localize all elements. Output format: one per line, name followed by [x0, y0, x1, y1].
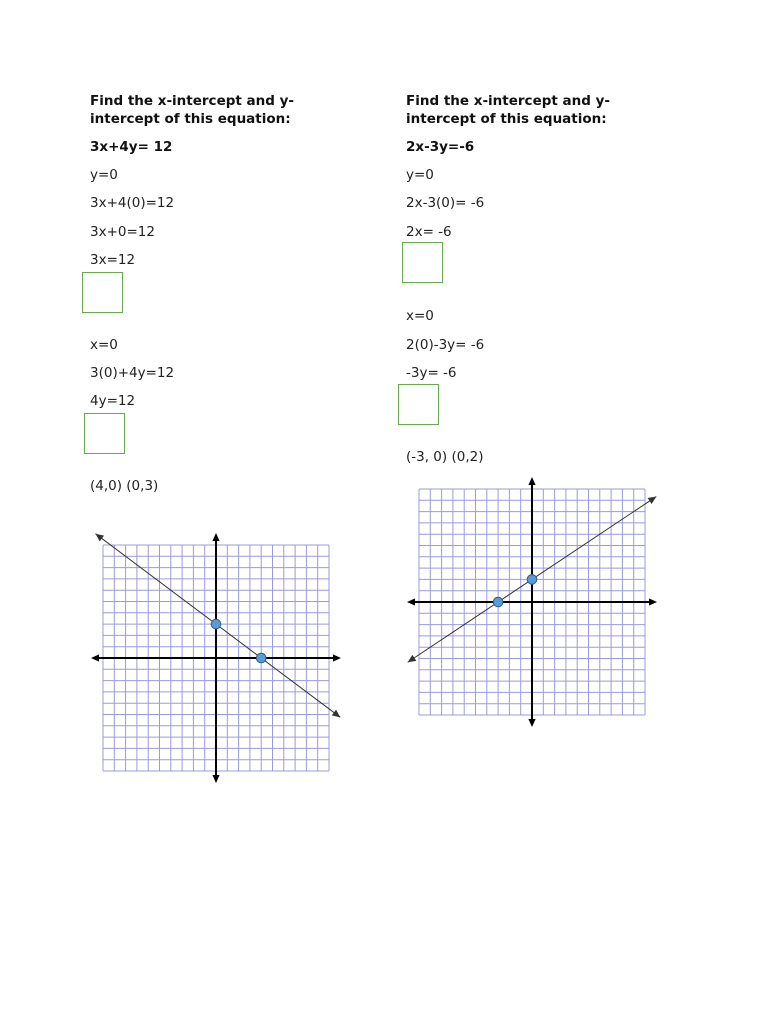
- equation-line-arrow-start: [408, 655, 417, 662]
- problem-2-heading-line2: intercept of this equation:: [406, 111, 607, 127]
- problem-2-answer-box-x[interactable]: [402, 242, 443, 283]
- problem-2-step-6: -3y= -6: [406, 365, 457, 381]
- equation-line-arrow-end: [648, 497, 657, 504]
- y-intercept-point: [527, 575, 537, 585]
- x-intercept-point: [493, 597, 503, 607]
- problem-1-step-7: 4y=12: [90, 393, 136, 409]
- problem-2-equation: 2x-3y=-6: [406, 139, 475, 155]
- problem-1-step-2: 3x+4(0)=12: [90, 195, 175, 211]
- x-axis-arrow-right: [649, 598, 657, 605]
- problem-1-step-6: 3(0)+4y=12: [90, 365, 175, 381]
- y-axis-arrow-up: [528, 477, 535, 485]
- problem-1-answer: (4,0) (0,3): [90, 478, 159, 494]
- problem-2-step-1: y=0: [406, 167, 434, 183]
- problem-1-step-3: 3x+0=12: [90, 224, 155, 240]
- problem-2-step-2: 2x-3(0)= -6: [406, 195, 485, 211]
- problem-2-answer-box-y[interactable]: [398, 384, 439, 425]
- problem-1-step-4: 3x=12: [90, 252, 136, 268]
- problem-1-step-5: x=0: [90, 337, 118, 353]
- x-axis-arrow-left: [407, 598, 415, 605]
- problem-1-equation: 3x+4y= 12: [90, 139, 173, 155]
- problem-2-heading-line1: Find the x-intercept and y-: [406, 93, 611, 109]
- problem-2-step-3: 2x= -6: [406, 224, 452, 240]
- problem-1-heading-line2: intercept of this equation:: [90, 111, 291, 127]
- problem-2-step-4: x=0: [406, 308, 434, 324]
- problem-2-graph: [400, 476, 662, 740]
- problem-1-step-1: y=0: [90, 167, 118, 183]
- y-axis-arrow-down: [528, 719, 535, 727]
- problem-1-heading-line1: Find the x-intercept and y-: [90, 93, 295, 109]
- problem-2-step-5: 2(0)-3y= -6: [406, 337, 485, 353]
- problem-2-answer: (-3, 0) (0,2): [406, 449, 484, 465]
